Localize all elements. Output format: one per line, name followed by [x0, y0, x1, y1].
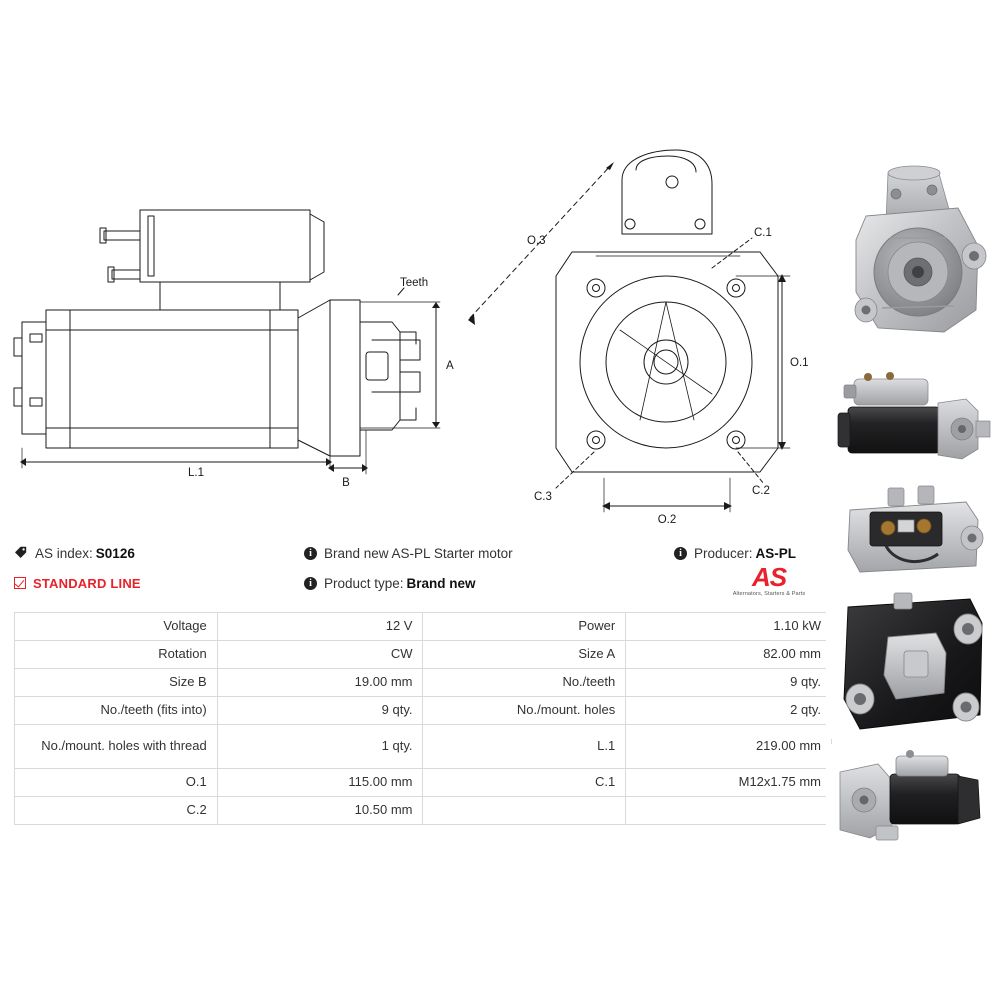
label-o1: O.1 [790, 357, 809, 369]
spec-label: C.1 [423, 769, 626, 797]
spec-value [626, 797, 832, 825]
product-type-label: Product type: [324, 575, 404, 591]
spec-label: C.2 [15, 797, 218, 825]
table-row [15, 769, 832, 797]
spec-value: 19.00 mm [217, 669, 423, 697]
aspl-logo-mark: AS [751, 562, 787, 592]
spec-label: No./mount. holes with thread [15, 725, 218, 769]
spec-label: L.1 [423, 725, 626, 769]
table-row [15, 725, 832, 769]
table-row [15, 641, 832, 669]
producer-block [674, 546, 832, 561]
spec-value: 9 qty. [217, 697, 423, 725]
starter-photo-front-angle[interactable] [826, 160, 994, 358]
as-index-label: AS index: [35, 545, 93, 561]
spec-value: 9 qty. [626, 669, 832, 697]
spec-label: Rotation [15, 641, 218, 669]
spec-value: 12 V [217, 613, 423, 641]
label-b: B [342, 477, 350, 489]
spec-label: Size A [423, 641, 626, 669]
info-icon: i [674, 547, 687, 560]
standard-line-block [14, 576, 304, 591]
spec-value: 1 qty. [217, 725, 423, 769]
product-info-bar [14, 538, 832, 608]
product-type-block [304, 576, 674, 591]
description-block [304, 546, 674, 561]
specifications-table [14, 612, 832, 825]
spec-label: Size B [15, 669, 218, 697]
info-icon: i [304, 547, 317, 560]
spec-label: No./mount. holes [423, 697, 626, 725]
label-l1: L.1 [188, 467, 204, 479]
table-row [15, 697, 832, 725]
table-row [15, 613, 832, 641]
aspl-logo [709, 564, 829, 597]
product-photo-gallery [826, 160, 994, 857]
standard-line-badge: STANDARD LINE [33, 575, 141, 591]
spec-value: 82.00 mm [626, 641, 832, 669]
spec-value: 115.00 mm [217, 769, 423, 797]
producer-value: AS-PL [755, 545, 797, 561]
technical-drawings [0, 0, 832, 536]
spec-value: M12x1.75 mm [626, 769, 832, 797]
spec-label: No./teeth (fits into) [15, 697, 218, 725]
tag-icon [14, 545, 28, 562]
as-index-value: S0126 [95, 545, 135, 561]
label-c2: C.2 [752, 485, 770, 497]
label-c3: C.3 [534, 491, 552, 503]
spec-label: No./teeth [423, 669, 626, 697]
spec-label [423, 797, 626, 825]
as-index-block [14, 545, 304, 562]
product-description: Brand new AS-PL Starter motor [324, 545, 513, 561]
aspl-logo-subtitle: Alternators, Starters & Parts [732, 591, 806, 597]
label-a: A [446, 360, 454, 372]
product-type-value: Brand new [406, 575, 476, 591]
spec-value: CW [217, 641, 423, 669]
spec-label: Voltage [15, 613, 218, 641]
starter-photo-rear-angle[interactable] [826, 744, 994, 852]
info-icon: i [304, 577, 317, 590]
table-row [15, 669, 832, 697]
starter-photo-side[interactable] [826, 363, 994, 471]
starter-photo-mounting-flange[interactable] [826, 589, 994, 739]
label-c1: C.1 [754, 227, 772, 239]
table-row [15, 797, 832, 825]
spec-value: 219.00 mm [626, 725, 832, 769]
spec-value: 2 qty. [626, 697, 832, 725]
check-icon [14, 577, 26, 589]
label-o3: O.3 [527, 235, 546, 247]
drawing-side-view [14, 210, 454, 489]
producer-label: Producer: [694, 545, 753, 561]
spec-value: 1.10 kW [626, 613, 832, 641]
spec-value: 10.50 mm [217, 797, 423, 825]
label-o2: O.2 [657, 514, 677, 526]
starter-photo-solenoid-terminals[interactable] [826, 476, 994, 584]
spec-label: Power [423, 613, 626, 641]
drawing-front-view [468, 150, 809, 526]
label-teeth: Teeth [400, 277, 429, 289]
spec-label: O.1 [15, 769, 218, 797]
